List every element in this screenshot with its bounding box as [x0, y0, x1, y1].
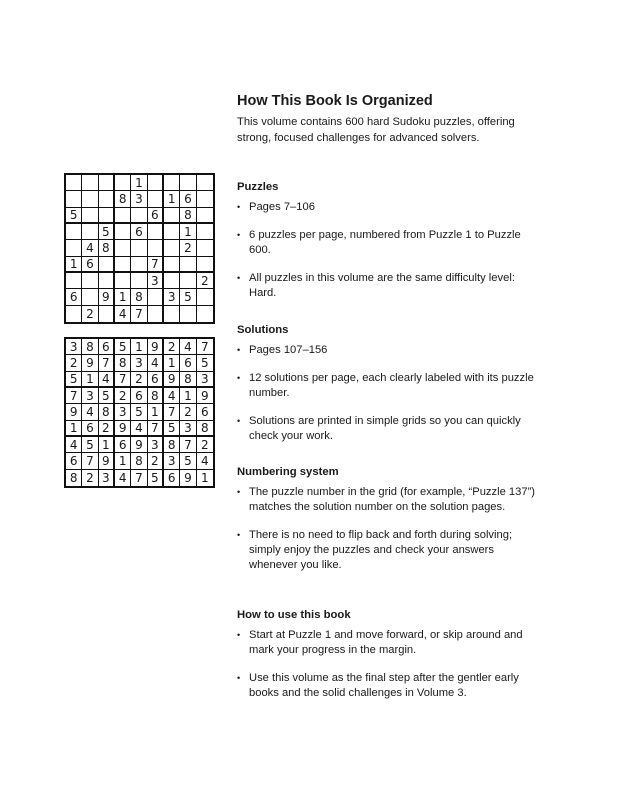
sudoku-cell — [197, 191, 213, 207]
sudoku-cell: 4 — [82, 240, 98, 256]
sudoku-cell: 5 — [82, 437, 98, 453]
list-item: • Use this volume as the final step after the gentler early books and the solid challenges in Volume 3. — [237, 671, 537, 701]
sudoku-cell — [180, 257, 196, 273]
sudoku-cell: 5 — [99, 388, 115, 404]
sudoku-cell: 8 — [115, 355, 131, 371]
sudoku-cell: 3 — [164, 453, 180, 469]
sudoku-cell: 2 — [82, 470, 98, 486]
sudoku-cell: 3 — [82, 388, 98, 404]
sudoku-cell: 9 — [99, 289, 115, 305]
sudoku-cell: 2 — [99, 421, 115, 437]
sudoku-cell — [197, 240, 213, 256]
sudoku-cell — [148, 240, 164, 256]
sudoku-cell: 1 — [201, 470, 209, 485]
sudoku-cell — [82, 191, 98, 207]
sudoku-cell: 8 — [99, 404, 115, 420]
sudoku-cell: 1 — [164, 355, 180, 371]
list-item: • Pages 7–106 — [237, 200, 537, 215]
sudoku-cell: 4 — [82, 404, 98, 420]
page-title: How This Book Is Organized — [237, 93, 433, 109]
sudoku-cell: 7 — [148, 257, 164, 273]
sudoku-cell — [115, 240, 131, 256]
sudoku-cell: 6 — [115, 437, 131, 453]
sudoku-cell: 2 — [115, 388, 131, 404]
sudoku-cell: 8 — [131, 453, 147, 469]
sudoku-cell: 4 — [131, 421, 147, 437]
sudoku-cell: 8 — [115, 191, 131, 207]
sudoku-cell: 1 — [180, 388, 196, 404]
sudoku-cell: 9 — [180, 470, 196, 486]
sudoku-cell: 1 — [115, 453, 131, 469]
sudoku-cell: 7 — [131, 470, 147, 486]
sudoku-cell: 5 — [99, 224, 115, 240]
sudoku-cell — [131, 240, 147, 256]
sudoku-cell: 7 — [66, 388, 82, 404]
sudoku-cell — [99, 257, 115, 273]
sudoku-cell: 6 — [197, 404, 213, 420]
list-item: • There is no need to flip back and forth during solving; simply enjoy the puzzles and check your answers whenever you like. — [237, 528, 537, 573]
sudoku-cell: 9 — [164, 372, 180, 388]
sudoku-cell — [115, 208, 131, 224]
sudoku-cell — [164, 306, 180, 322]
sudoku-cell — [164, 273, 180, 289]
sudoku-cell — [82, 224, 98, 240]
sudoku-cell: 1 — [99, 437, 115, 453]
sudoku-cell: 6 — [148, 372, 164, 388]
sudoku-cell — [115, 175, 131, 191]
sudoku-cell — [148, 191, 164, 207]
sudoku-cell: 3 — [66, 339, 82, 355]
sudoku-cell: 6 — [82, 257, 98, 273]
sudoku-cell: 8 — [99, 240, 115, 256]
sudoku-puzzle-grid — [64, 173, 215, 324]
sudoku-cell: 3 — [148, 273, 164, 289]
section-solutions — [237, 324, 537, 444]
list-item: • Start at Puzzle 1 and move forward, or skip around and mark your progress in the margin. — [237, 628, 537, 658]
sudoku-cell — [66, 273, 82, 289]
sudoku-cell: 2 — [66, 355, 82, 371]
sudoku-cell: 7 — [99, 355, 115, 371]
sudoku-cell: 9 — [197, 388, 213, 404]
sudoku-cell: 4 — [66, 437, 82, 453]
sudoku-cell: 7 — [148, 421, 164, 437]
sudoku-cell: 6 — [131, 224, 147, 240]
sudoku-cell — [66, 224, 82, 240]
sudoku-cell: 4 — [115, 306, 131, 322]
section-heading-how-to-use: How to use this book — [237, 609, 351, 621]
sudoku-cell: 5 — [164, 421, 180, 437]
sudoku-cell: 3 — [99, 470, 115, 486]
sudoku-cell — [66, 240, 82, 256]
sudoku-cell: 4 — [99, 372, 115, 388]
sudoku-cell: 8 — [180, 372, 196, 388]
sudoku-cell: 4 — [115, 470, 131, 486]
sudoku-cell: 8 — [180, 208, 196, 224]
sudoku-cell: 2 — [197, 273, 213, 289]
sudoku-cell: 1 — [66, 257, 82, 273]
sudoku-cell: 8 — [148, 388, 164, 404]
sudoku-cell — [197, 289, 213, 305]
sudoku-cell: 6 — [180, 355, 196, 371]
sudoku-cell — [99, 191, 115, 207]
sudoku-cell — [197, 306, 213, 322]
sudoku-cell — [164, 208, 180, 224]
section-heading-puzzles: Puzzles — [237, 181, 279, 193]
sudoku-cell: 1 — [131, 339, 147, 355]
sudoku-cell: 9 — [99, 453, 115, 469]
sudoku-cell — [180, 273, 196, 289]
sudoku-cell — [164, 240, 180, 256]
sudoku-cell: 6 — [82, 421, 98, 437]
sudoku-cell: 6 — [180, 191, 196, 207]
sudoku-cell — [99, 208, 115, 224]
sudoku-cell: 5 — [115, 339, 131, 355]
sudoku-cell — [131, 208, 147, 224]
sudoku-cell: 5 — [66, 208, 82, 224]
sudoku-cell: 2 — [164, 339, 180, 355]
sudoku-cell: 1 — [82, 372, 98, 388]
sudoku-cell: 7 — [180, 437, 196, 453]
sudoku-cell: 2 — [197, 437, 213, 453]
sudoku-cell — [164, 224, 180, 240]
sudoku-cell — [164, 175, 180, 191]
sudoku-cell — [197, 257, 213, 273]
sudoku-cell — [82, 208, 98, 224]
sudoku-cell — [197, 224, 213, 240]
sudoku-cell: 3 — [164, 289, 180, 305]
sudoku-cell — [99, 273, 115, 289]
sudoku-cell — [99, 175, 115, 191]
sudoku-cell: 7 — [82, 453, 98, 469]
sudoku-cell: 3 — [180, 421, 196, 437]
sudoku-cell: 9 — [82, 355, 98, 371]
sudoku-cell: 1 — [115, 289, 131, 305]
sudoku-cell: 5 — [66, 372, 82, 388]
sudoku-cell — [99, 306, 115, 322]
sudoku-cell: 5 — [180, 289, 196, 305]
sudoku-cell — [131, 273, 147, 289]
sudoku-cell: 1 — [164, 191, 180, 207]
sudoku-cell — [180, 175, 196, 191]
sudoku-cell: 2 — [180, 240, 196, 256]
sudoku-solution-grid — [64, 337, 215, 488]
section-how-to-use — [237, 609, 537, 701]
sudoku-cell: 7 — [115, 372, 131, 388]
sudoku-cell — [197, 175, 213, 191]
sudoku-cell — [115, 257, 131, 273]
sudoku-cell: 9 — [131, 437, 147, 453]
sudoku-cell: 7 — [197, 339, 213, 355]
sudoku-cell: 2 — [82, 306, 98, 322]
sudoku-cell — [115, 273, 131, 289]
sudoku-cell: 5 — [131, 404, 147, 420]
sudoku-cell: 3 — [115, 404, 131, 420]
sudoku-cell: 9 — [148, 339, 164, 355]
sudoku-cell: 5 — [197, 355, 213, 371]
sudoku-cell: 8 — [131, 289, 147, 305]
sudoku-cell: 7 — [164, 404, 180, 420]
sudoku-cell: 5 — [148, 470, 164, 486]
sudoku-cell — [66, 175, 82, 191]
list-item: • Pages 107–156 — [237, 343, 537, 358]
sudoku-cell — [197, 208, 213, 224]
sudoku-cell — [82, 175, 98, 191]
list-item: • All puzzles in this volume are the same difficulty level: Hard. — [237, 271, 537, 301]
sudoku-cell: 4 — [197, 453, 213, 469]
intro-block — [237, 93, 537, 146]
section-numbering — [237, 466, 537, 573]
sudoku-cell: 1 — [180, 224, 196, 240]
sudoku-cell: 2 — [148, 453, 164, 469]
sudoku-cell: 1 — [66, 421, 82, 437]
sudoku-cell: 8 — [164, 437, 180, 453]
sudoku-cell: 3 — [131, 191, 147, 207]
sudoku-cell — [180, 306, 196, 322]
section-puzzles — [237, 181, 537, 301]
sudoku-cell: 6 — [99, 339, 115, 355]
list-item: • 6 puzzles per page, numbered from Puzzle 1 to Puzzle 600. — [237, 228, 537, 258]
sudoku-cell: 6 — [131, 388, 147, 404]
sudoku-cell: 1 — [148, 404, 164, 420]
sudoku-cell: 2 — [131, 372, 147, 388]
list-item: • Solutions are printed in simple grids so you can quickly check your work. — [237, 414, 537, 444]
sudoku-cell: 9 — [115, 421, 131, 437]
sudoku-cell: 8 — [82, 339, 98, 355]
sudoku-cell: 1 — [131, 175, 147, 191]
sudoku-cell: 3 — [148, 437, 164, 453]
section-heading-numbering: Numbering system — [237, 466, 339, 478]
sudoku-cell: 8 — [197, 421, 213, 437]
sudoku-cell: 3 — [131, 355, 147, 371]
sudoku-cell: 7 — [131, 306, 147, 322]
sudoku-cell: 4 — [148, 355, 164, 371]
sudoku-cell — [82, 289, 98, 305]
sudoku-cell — [148, 306, 164, 322]
sudoku-cell — [115, 224, 131, 240]
sudoku-cell: 5 — [180, 453, 196, 469]
sudoku-cell — [82, 273, 98, 289]
sudoku-cell: 8 — [66, 470, 82, 486]
sudoku-cell: 6 — [148, 208, 164, 224]
sudoku-cell: 3 — [197, 372, 213, 388]
section-heading-solutions: Solutions — [237, 324, 289, 336]
list-item: • The puzzle number in the grid (for example, “Puzzle 137”) matches the solution number on the solution pages. — [237, 485, 537, 515]
sudoku-cell — [66, 191, 82, 207]
sudoku-cell — [148, 224, 164, 240]
sudoku-cell: 9 — [66, 404, 82, 420]
sudoku-cell: 4 — [180, 339, 196, 355]
intro-paragraph: This volume contains 600 hard Sudoku puzzles, offering strong, focused challenges for advanced solvers. — [237, 116, 515, 144]
sudoku-cell: 6 — [164, 470, 180, 486]
sudoku-cell — [131, 257, 147, 273]
list-item: • 12 solutions per page, each clearly labeled with its puzzle number. — [237, 371, 537, 401]
sudoku-cell: 6 — [66, 289, 82, 305]
sudoku-cell — [148, 175, 164, 191]
sudoku-cell — [164, 257, 180, 273]
sudoku-cell: 2 — [180, 404, 196, 420]
sudoku-cell: 6 — [66, 453, 82, 469]
sudoku-cell: 4 — [164, 388, 180, 404]
sudoku-cell — [148, 289, 164, 305]
sudoku-cell — [66, 306, 82, 322]
